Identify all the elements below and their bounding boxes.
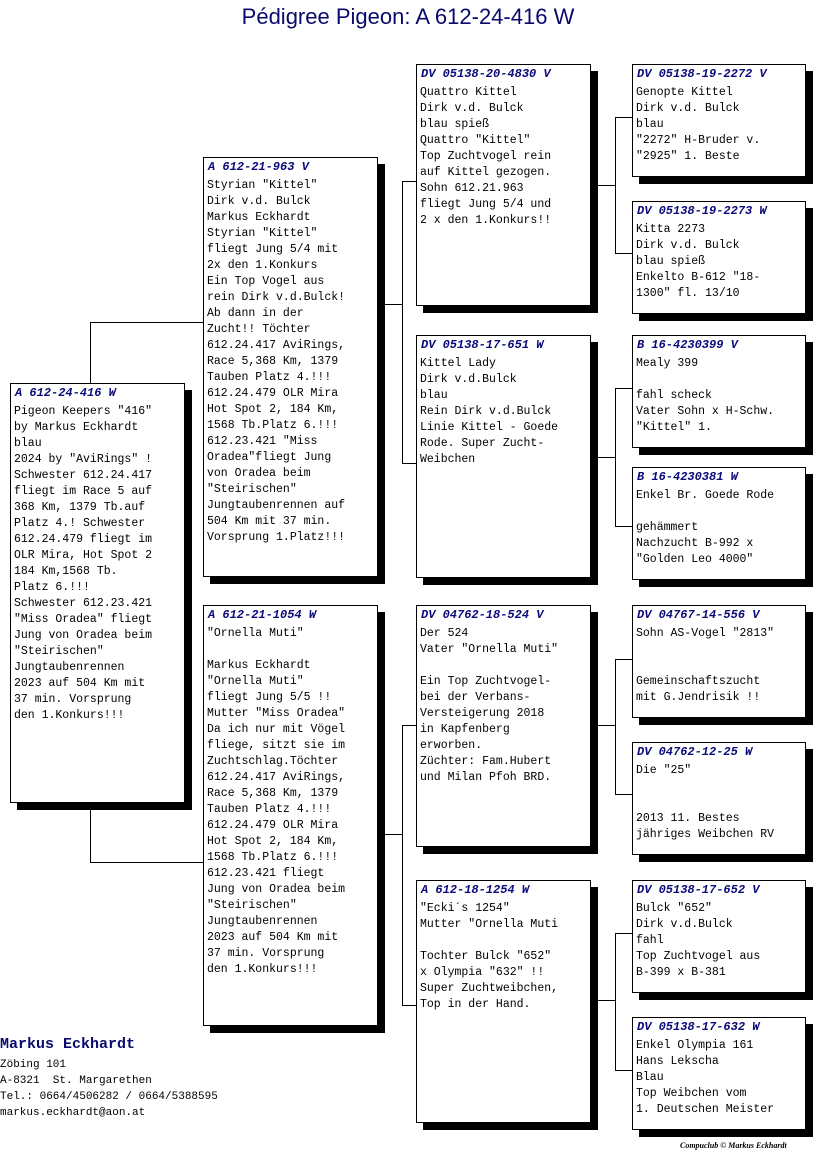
ring-number: B 16-4230381 W [637,470,738,484]
connector-line [597,725,615,726]
pigeon-card-dsd [632,742,806,855]
connector-line [615,659,632,660]
pigeon-card-dam-dam [416,880,591,1123]
connector-line [402,181,403,463]
pigeon-details: "Ecki´s 1254" Mutter "Ornella Muti Tochter Bulck "652" x Olympia "632" !! Super Zuchtweibchen, Top in der Hand. [420,902,559,1011]
connector-line [402,1005,417,1006]
connector-line [402,725,403,1005]
connector-line [615,659,616,794]
owner-name: Markus Eckhardt [0,1036,136,1053]
pigeon-details: Der 524 Vater "Ornella Muti" Ein Top Zuchtvogel- bei der Verbans- Versteigerung 2018 in Kapfenberg erworben. Züchter: Fam.Hubert und Milan Pfoh BRD. [420,627,559,784]
connector-line [615,253,632,254]
connector-line [90,862,204,863]
connector-line [597,457,615,458]
pigeon-card-main [10,383,185,803]
pigeon-details: Enkel Olympia 161 Hans Leksch​a Blau Top Weibchen vom 1. Deutschen Meister [636,1039,775,1116]
owner-block [0,1036,218,1121]
footer-credit: Compuclub © Markus Eckhardt [680,1141,787,1150]
pigeon-details: Genopte Kittel Dirk v.d. Bulck blau "2272" H-Bruder v. "2925" 1. Beste [636,86,761,163]
connector-line [615,526,632,527]
connector-line [90,322,204,323]
pigeon-card-dam-sire [416,605,591,847]
pigeon-details: Kittel Lady Dirk v.d.Bulck blau Rein Dirk v.d.Bulck Linie Kittel - Goede Rode. Super Zucht- Weibchen [420,357,559,466]
pigeon-details: Pigeon Keepers "416" by Markus Eckhardt blau 2024 by "AviRings" ! Schwester 612.24.417 fliegt im Race 5 auf 368 Km, 1379 Tb.auf Platz 4.! Schwester 612.24.479 fliegt im OLR Mira, Hot Spot 2 184 Km,1568 Tb. Platz 6.!!! Schwester 612.23.421 "Miss Oradea" fliegt Jung von Oradea beim "Steirischen" Jungtaubenrennen 2023 auf 504 Km mit 37 min. Vorsprung den 1.Konkurs!!! [14,405,153,722]
ring-number: DV 05138-19-2272 V [637,67,767,81]
pigeon-card-sire-dam [416,335,591,578]
connector-line [615,933,616,1070]
pigeon-details: Sohn AS-Vogel "2813" Gemeinschaftszucht mit G.Jendrisik !! [636,627,775,704]
ring-number: DV 04767-14-556 V [637,608,760,622]
pigeon-card-sss [632,64,806,177]
ring-number: DV 05138-20-4830 V [421,67,551,81]
pigeon-card-dam [203,605,378,1026]
pigeon-details: Kitta 2273 Dirk v.d. Bulck blau spieß Enkelto B-612 "18- 1300" fl. 13/10 [636,223,761,300]
connector-line [384,304,402,305]
connector-line [597,1000,615,1001]
pigeon-details: Bulck "652" Dirk v.d.Bulck fahl Top Zuchtvogel aus B-399 x B-381 [636,902,761,979]
pigeon-details: "Ornella Muti" Markus Eckhardt "Ornella Muti" fliegt Jung 5/5 !! Mutter "Miss Oradea" Da ich nur mit Vögel fliege, sitzt sie im Zuchtschlag.Töchter 612.24.417 AviRings, Race 5,368 Km, 1379 Tauben Platz 4.!!! 612.24.479 OLR Mira Hot Spot 2, 184 Km, 1568 Tb.Platz 6.!!! 612.23.421 fliegt Jung von Oradea beim "Steirischen" Jungtaubenrennen 2023 auf 504 Km mit 37 min. Vorsprung den 1.Konkurs!!! [207,627,346,976]
connector-line [384,834,402,835]
connector-line [90,322,91,384]
pigeon-card-ssd [632,201,806,314]
ring-number: B 16-4230399 V [637,338,738,352]
ring-number: DV 04762-12-25 W [637,745,753,759]
ring-number: DV 05138-19-2273 W [637,204,767,218]
connector-line [615,794,632,795]
ring-number: A 612-21-963 V [208,160,309,174]
connector-line [402,463,417,464]
pigeon-details: Mealy 399 fahl scheck Vater Sohn x H-Schw. "Kittel" 1. [636,357,775,434]
ring-number: DV 05138-17-652 V [637,883,760,897]
connector-line [615,117,616,253]
ring-number: A 612-24-416 W [15,386,116,400]
ring-number: A 612-21-1054 W [208,608,317,622]
connector-line [90,802,91,862]
connector-line [615,1070,632,1071]
pigeon-card-sire [203,157,378,577]
ring-number: DV 04762-18-524 V [421,608,544,622]
page-title: Pédigree Pigeon: A 612-24-416 W [241,4,575,29]
ring-number: DV 05138-17-651 W [421,338,544,352]
pigeon-details: Styrian "Kittel" Dirk v.d. Bulck Markus Eckhardt Styrian "Kittel" fliegt Jung 5/4 mit 2x den 1.Konkurs Ein Top Vogel aus rein Dirk v.d.Bulck! Ab dann in der Zucht!! Töchter 612.24.417 AviRings, Race 5,368 Km, 1379 Tauben Platz 4.!!! 612.24.479 OLR Mira Hot Spot 2, 184 Km, 1568 Tb.Platz 6.!!! 612.23.421 "Miss Oradea"fliegt Jung von Oradea beim "Steirischen" Jungtaubenrennen auf 504 Km mit 37 min. Vorsprung 1.Platz!!! [207,179,346,544]
connector-line [402,725,417,726]
pigeon-details: Enkel Br. Goede Rode gehämmert Nachzucht B-992 x "Golden Leo 4000" [636,489,775,566]
owner-address: Zöbing 101 A-8321 St. Margarethen Tel.: 0664/4506282 / 0664/5388595 markus.eckhardt@aon.at [0,1059,218,1119]
connector-line [615,388,616,526]
pigeon-details: Quattro Kittel Dirk v.d. Bulck blau spieß Quattro "Kittel" Top Zuchtvogel rein auf Kittel gezogen. Sohn 612.21.963 fliegt Jung 5/4 und 2 x den 1.Konkurs!! [420,86,552,227]
pigeon-card-sire-sire [416,64,591,306]
connector-line [615,933,632,934]
connector-line [597,185,615,186]
pigeon-card-sds [632,335,806,448]
pigeon-card-sdd [632,467,806,580]
pigeon-card-ddd [632,1017,806,1130]
pigeon-card-dds [632,880,806,993]
connector-line [402,181,417,182]
ring-number: A 612-18-1254 W [421,883,530,897]
connector-line [615,388,632,389]
connector-line [615,117,632,118]
ring-number: DV 05138-17-632 W [637,1020,760,1034]
pigeon-details: Die "25" 2013 11. Bestes jähriges Weibchen RV [636,764,775,841]
pigeon-card-dss [632,605,806,718]
